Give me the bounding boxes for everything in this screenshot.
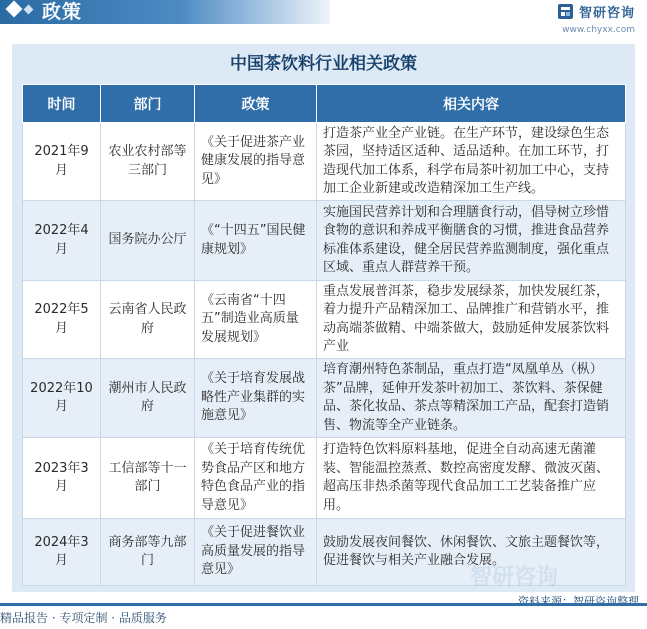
department-cell: 工信部等十一部门 [101,438,195,519]
policy-cell: 《云南省“十四五”制造业高质量发展规划》 [195,281,317,359]
table-row [23,201,626,281]
column-header-policy: 政策 [195,85,317,123]
content-cell: 重点发展普洱茶，稳步发展绿茶，加快发展红茶，着力提升产品精深加工、品牌推广和营销水平，推动高端茶做精、中端茶做大，鼓励延伸发展茶饮料产业 [317,281,626,359]
department-cell: 云南省人民政府 [101,281,195,359]
column-header-time: 时间 [23,85,101,123]
brand-logo [557,2,635,21]
section-title: 政策 [42,1,83,23]
time-cell: 2023年3月 [23,438,101,519]
table-header-row [23,85,626,123]
logo-icon [557,3,574,20]
department-cell: 潮州市人民政府 [101,359,195,438]
policy-table [22,84,626,586]
time-cell: 2022年4月 [23,201,101,281]
department-cell: 国务院办公厅 [101,201,195,281]
source-note: 资料来源：智研咨询整理 [518,595,639,608]
site-url[interactable]: www.chyxx.com [562,25,635,35]
policy-cell: 《关于培育传统优势食品产区和地方特色食品产业的指导意见》 [195,438,317,519]
policy-panel [12,44,635,592]
time-cell: 2022年5月 [23,281,101,359]
small-diamond-icon [24,5,34,15]
content-cell: 打造茶产业全产业链。在生产环节，建设绿色生态茶园，坚持适区适种、适品适种。在加工环节，打造现代加工体系，科学布局茶叶初加工中心，支持加工企业新建或改造精深加工生产线。 [317,123,626,201]
table-row [23,123,626,201]
time-cell: 2022年10月 [23,359,101,438]
table-row [23,359,626,438]
table-row [23,281,626,359]
table-row [23,519,626,586]
department-cell: 农业农村部等三部门 [101,123,195,201]
diamond-icon [6,1,23,18]
content-cell: 打造特色饮料原料基地，促进全自动高速无菌灌装、智能温控蒸煮、数控高密度发酵、微波灭菌、超高压非热杀菌等现代食品加工工艺装备推广应用。 [317,438,626,519]
footer-slogan: 精品报告 · 专项定制 · 品质服务 [0,611,167,625]
content-cell: 鼓励发展夜间餐饮、休闲餐饮、文旅主题餐饮等，促进餐饮与相关产业融合发展。 [317,519,626,586]
table-row [23,438,626,519]
policy-cell: 《关于促进餐饮业高质量发展的指导意见》 [195,519,317,586]
policy-cell: 《关于培育发展战略性产业集群的实施意见》 [195,359,317,438]
page-footer [0,603,647,629]
department-cell: 商务部等九部门 [101,519,195,586]
page-header [0,0,647,44]
time-cell: 2024年3月 [23,519,101,586]
time-cell: 2021年9月 [23,123,101,201]
logo-text: 智研咨询 [578,6,635,21]
content-cell: 培育潮州特色茶制品，重点打造“凤凰单丛（枞）茶”品牌，延伸开发茶叶初加工、茶饮料、茶保健品、茶化妆品、茶点等精深加工产品，配套打造销售、物流等全产业链条。 [317,359,626,438]
header-banner [0,0,330,24]
policy-cell: 《“十四五”国民健康规划》 [195,201,317,281]
content-cell: 实施国民营养计划和合理膳食行动，倡导树立珍惜食物的意识和养成平衡膳食的习惯，推进食品营养标准体系建设，健全居民营养监测制度，强化重点区域、重点人群营养干预。 [317,201,626,281]
policy-cell: 《关于促进茶产业健康发展的指导意见》 [195,123,317,201]
table-title: 中国茶饮料行业相关政策 [230,54,417,74]
column-header-content: 相关内容 [317,85,626,123]
column-header-department: 部门 [101,85,195,123]
